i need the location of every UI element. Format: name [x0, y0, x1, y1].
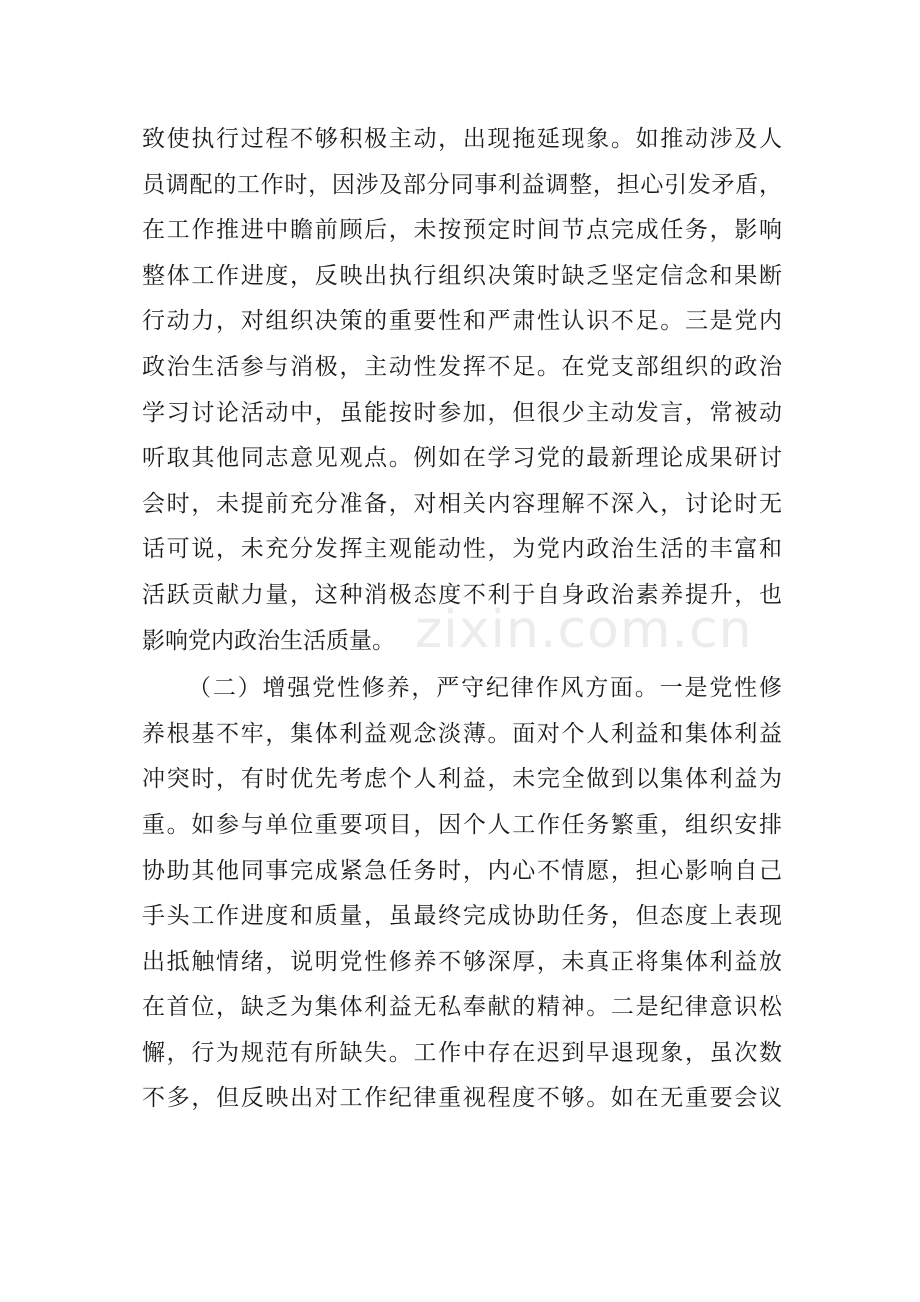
text-line: （二）增强党性修养，严守纪律作风方面。一是党性修 [188, 675, 782, 702]
text-line: 重。如参与单位重要项目，因个人工作任务繁重，组织安排 [142, 811, 782, 838]
text-line: 活跃贡献力量，这种消极态度不利于自身政治素养提升，也 [142, 581, 782, 608]
text-line: 员调配的工作时，因涉及部分同事利益调整，担心引发矛盾， [142, 171, 782, 198]
text-line: 致使执行过程不够积极主动，出现拖延现象。如推动涉及人 [142, 126, 782, 152]
text-line: 在首位，缺乏为集体利益无私奉献的精神。二是纪律意识松 [142, 994, 782, 1021]
watermark: zixin.com.cn [415, 600, 753, 660]
text-line: 影响党内政治生活质量。 [142, 627, 395, 654]
text-line: 冲突时，有时优先考虑个人利益，未完全做到以集体利益为 [142, 766, 782, 793]
text-line: 懈，行为规范有所缺失。工作中存在迟到早退现象，虽次数 [142, 1039, 782, 1066]
text-line: 学习讨论活动中，虽能按时参加，但很少主动发言，常被动 [142, 399, 782, 426]
text-line: 出抵触情绪，说明党性修养不够深厚，未真正将集体利益放 [142, 948, 782, 975]
paragraph-2 [142, 666, 782, 1122]
text-line: 协助其他同事完成紧急任务时，内心不情愿，担心影响自己 [142, 857, 782, 884]
text-line: 会时，未提前充分准备，对相关内容理解不深入，讨论时无 [142, 490, 782, 517]
text-line: 政治生活参与消极，主动性发挥不足。在党支部组织的政治 [142, 353, 782, 380]
text-line: 手头工作进度和质量，虽最终完成协助任务，但态度上表现 [142, 903, 782, 930]
text-line: 在工作推进中瞻前顾后，未按预定时间节点完成任务，影响 [142, 217, 782, 244]
paragraph-1 [142, 117, 782, 664]
text-line: 行动力，对组织决策的重要性和严肃性认识不足。三是党内 [142, 308, 782, 335]
text-line: 不多，但反映出对工作纪律重视程度不够。如在无重要会议 [142, 1085, 782, 1112]
text-line: 养根基不牢，集体利益观念淡薄。面对个人利益和集体利益 [142, 720, 782, 747]
text-line: 话可说，未充分发挥主观能动性，为党内政治生活的丰富和 [142, 536, 782, 563]
document-body [142, 117, 782, 1122]
text-line: 整体工作进度，反映出执行组织决策时缺乏坚定信念和果断 [142, 262, 782, 289]
text-line: 听取其他同志意见观点。例如在学习党的最新理论成果研讨 [142, 445, 782, 472]
